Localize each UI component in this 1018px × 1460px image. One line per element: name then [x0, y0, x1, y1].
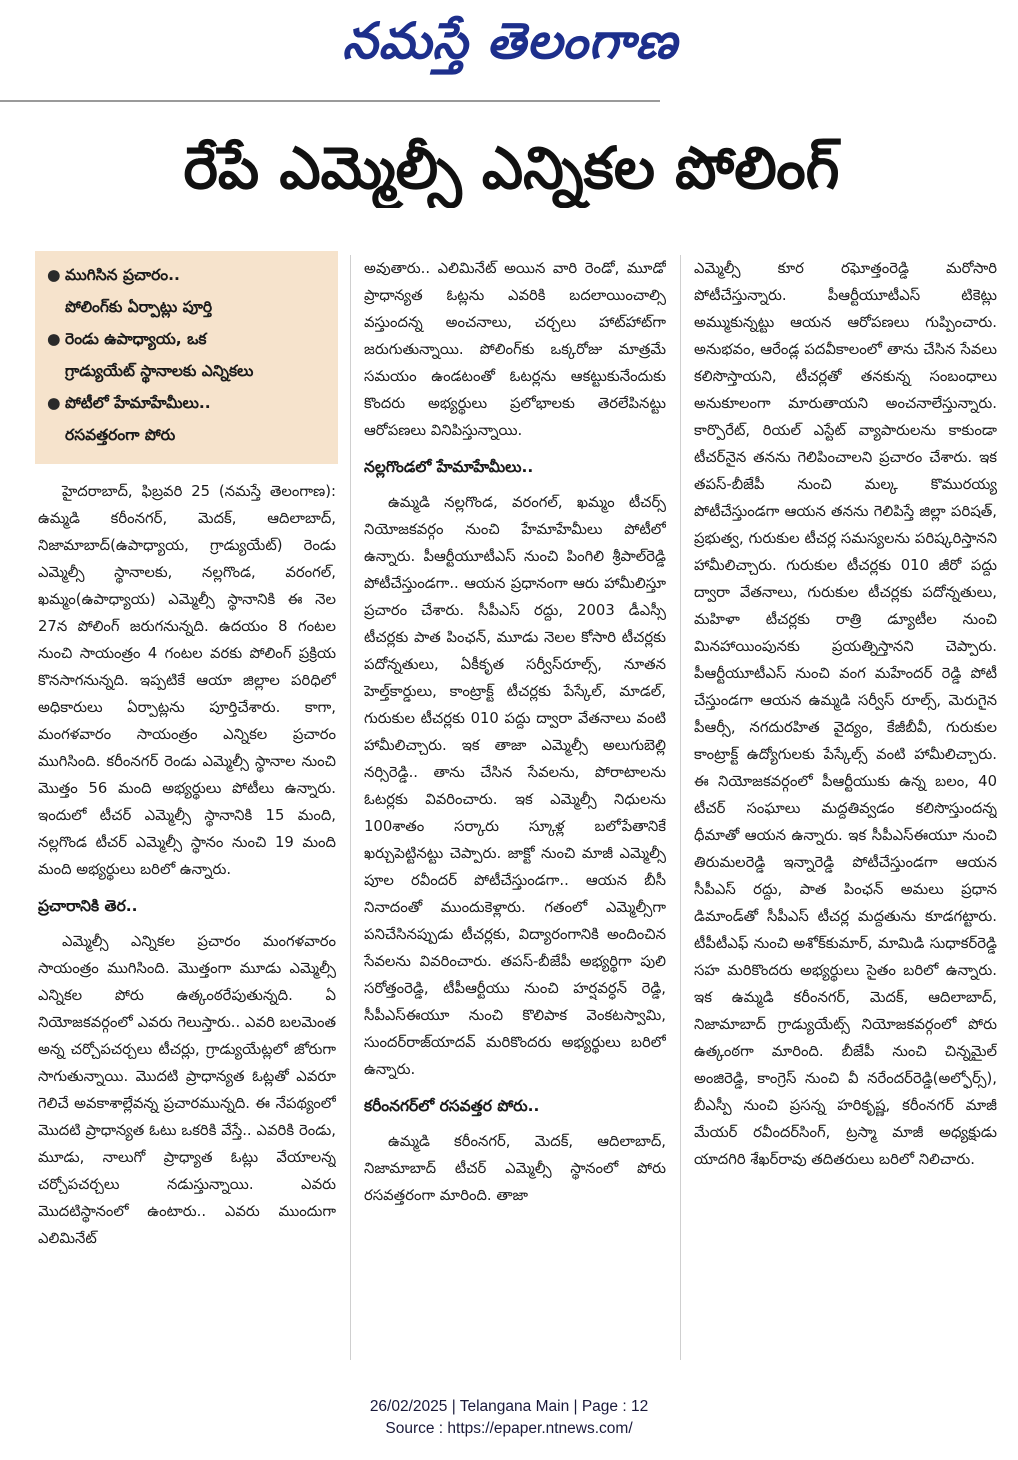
highlight-line: ● రెండు ఉపాధ్యాయ, ఒక: [43, 323, 332, 355]
body-paragraph: ఉమ్మడి నల్లగొండ, వరంగల్, ఖమ్మం టీచర్స్ నియోజకవర్గం నుంచి హేమాహేమీలు పోటీలో ఉన్నారు. పీఆర్టీయూటీఎస్ నుంచి పింగిలి శ్రీపాల్‌రెడ్డి పోటీచేస్తుండగా.. ఆయన ప్రధానంగా ఆరు హామీలిస్తూ ప్రచారం చేశారు. సీపీఎస్ రద్దు, 2003 డీఎస్సీ టీచర్లకు పాత పింఛన్, మూడు నెలల కోసారి టీచర్లకు పదోన్నతులు, ఏకీకృత సర్వీస్‌రూల్స్, నూతన హెల్త్‌కార్డులు, కాంట్రాక్ట్ టీచర్లకు పేస్కేల్, మాడల్, గురుకుల టీచర్లకు 010 పద్దు ద్వారా వేతనాలు వంటి హామీలిచ్చారు. ఇక తాజా ఎమ్మెల్సీ అలుగుబెల్లి నర్సిరెడ్డి.. తాను చేసిన సేవలను, పోరాటాలను ఓటర్లకు వివరించారు. ఇక ఎమ్మెల్సీ నిధులను 100శాతం సర్కారు స్కూళ్ల బలోపేతానికే ఖర్చుపెట్టినట్టు చెప్పారు. జాక్టో నుంచి మాజీ ఎమ్మెల్సీ పూల రవీందర్ పోటీచేస్తుండగా.. ఆయన బీసీ నినాదంతో ముందుకెళ్లారు. గతంలో ఎమ్మెల్సీగా పనిచేసినప్పుడు టీచర్లకు, విద్యారంగానికి అందించిన సేవలను వివరించారు. తపస్-బీజేపీ అభ్యర్థిగా పులి సరోత్తంరెడ్డి, టీపీఆర్టీయు నుంచి హర్షవర్ధన్ రెడ్డి, సీపీఎస్‌ఈయూ నుంచి కొలిపాక వెంకటస్వామి, సుందర్‌రాజ్‌యాదవ్ మరికొందరు అభ్యర్థులు బరిలో ఉన్నారు.: [364, 494, 666, 1078]
body-paragraph: ఎమ్మెల్సీ ఎన్నికల ప్రచారం మంగళవారం సాయంత్రం ముగిసింది. మొత్తంగా మూడు ఎమ్మెల్సీ ఎన్నికల పోరు ఉత్కంఠరేపుతున్నది. ఏ నియోజకవర్గంలో ఎవరు గెలుస్తారు.. ఎవరి బలమెంత అన్న చర్చోపచర్చలు టీచర్లు, గ్రాడ్యుయేట్లలో జోరుగా సాగుతున్నాయి. మొదటి ప్రాధాన్యత ఓట్లతో ఎవరూ గెలిచే అవకాశాల్లేవన్న ప్రచారమున్నది. ఈ నేపథ్యంలో మొదటి ప్రాధాన్యత ఓటు ఒకరికి వేస్తే.. ఎవరికి రెండు, మూడు, నాలుగో ప్రాధ్యాత ఓట్లు వేయాలన్న చర్చోపచర్చలు నడుస్తున్నాయి. ఎవరు మొదటిస్థానంలో ఉంటారు.. ఎవరు ముందుగా ఎలిమినేట్: [38, 933, 336, 1247]
article-column-1: [38, 478, 336, 1363]
newspaper-logo: నమస్తే తెలంగాణ: [342, 11, 678, 70]
subheading: కరీంనగర్‌లో రసవత్తర పోరు..: [364, 1097, 540, 1115]
highlights-box: [35, 251, 338, 464]
subheading: నల్లగొండలో హేమాహేమీలు..: [364, 458, 534, 476]
article-column-2: [364, 255, 666, 1363]
edition-info: 26/02/2025 | Telangana Main | Page : 12: [369, 1398, 649, 1415]
masthead-rule: [0, 100, 660, 102]
bullet-icon: ●: [47, 330, 61, 348]
source-link[interactable]: Source : https://epaper.ntnews.com/: [385, 1420, 633, 1437]
column-divider: [350, 255, 351, 1360]
column-divider: [680, 255, 681, 1360]
body-paragraph: ఎమ్మెల్సీ కూర రఘోత్తంరెడ్డి మరోసారి పోటీచేస్తున్నారు. పీఆర్టీయూటీఎస్ టికెట్లు అమ్ముకున్నట్టు ఆయన ఆరోపణలు గుప్పించారు. అనుభవం, ఆరేండ్ల పదవీకాలంలో తాను చేసిన సేవలు కలిసొస్తాయని, టీచర్లతో తనకున్న సంబంధాలు అనుకూలంగా మారుతాయని అంచనాలేస్తున్నారు. కార్పొరేట్, రియల్ ఎస్టేట్ వ్యాపారులను కాకుండా టీచర్‌నైన తనను గెలిపించాలని ప్రచారం చేశారు. ఇక తపస్-బీజేపీ నుంచి మల్క కొమురయ్య పోటీచేస్తుండగా ఆయన తనను గెలిపిస్తే జిల్లా పరిషత్, ప్రభుత్వ, గురుకుల టీచర్ల సమస్యలను పరిష్కరిస్తానని హామీలిచ్చారు. గురుకుల టీచర్లకు 010 జీరో పద్దు ద్వారా వేతనాలు, గురుకుల టీచర్లకు పదోన్నతులు, మహిళా టీచర్లకు రాత్రి డ్యూటీల నుంచి మినహాయింపునకు ప్రయత్నిస్తానని చెప్పారు. పీఆర్టీయూటీఎస్ నుంచి వంగ మహేందర్ రెడ్డి పోటీ చేస్తుండగా ఆయన ఉమ్మడి సర్వీస్ రూల్స్, మెరుగైన పీఆర్సీ, నగదురహిత వైద్యం, కేజీబీవీ, గురుకుల కాంట్రాక్ట్ ఉద్యోగులకు పేస్కేల్స్ వంటి హామీలిచ్చారు. ఈ నియోజకవర్గంలో పీఆర్టీయుకు ఉన్న బలం, 40 టీచర్ సంఘాలు మద్దతివ్వడం కలిసొస్తుందన్న ధీమాతో ఆయన ఉన్నారు. ఇక సీపీఎస్‌ఈయూ నుంచి తిరుమలరెడ్డి ఇన్నారెడ్డి పోటీచేస్తుండగా ఆయన సీపీఎస్ రద్దు, పాత పింఛన్ అమలు ప్రధాన డిమాండ్‌తో సీపీఎస్ టీచర్ల మద్దతును కూడగట్టారు. టీపీటీఎఫ్ నుంచి అశోక్‌కుమార్, మామిడి సుధాకర్‌రెడ్డి సహ మరికొందరు అభ్యర్థులు సైతం బరిలో ఉన్నారు. ఇక ఉమ్మడి కరీంనగర్, మెదక్, ఆదిలాబాద్, నిజామాబాద్ గ్రాడ్యుయేట్స్ నియోజకవర్గంలో పోరు ఉత్కంఠగా మారింది. బీజేపీ నుంచి చిన్నమైల్ అంజిరెడ్డి, కాంగ్రెస్ నుంచి వీ నరేందర్‌రెడ్డి(అల్ఫోర్స్), బీఎస్పీ నుంచి ప్రసన్న హరికృష్ణ, కరీంనగర్ మాజీ మేయర్ రవీందర్‌సింగ్, ట్రస్మా మాజీ అధ్యక్షుడు యాదగిరి శేఖర్‌రావు తదితరులు బరిలో నిలిచారు.: [694, 260, 997, 1168]
intro-paragraph: హైదరాబాద్, ఫిబ్రవరి 25 (నమస్తే తెలంగాణ): ఉమ్మడి కరీంనగర్, మెదక్, ఆదిలాబాద్, నిజామాబాద్(ఉపాధ్యాయ, గ్రాడ్యుయేట్) రెండు ఎమ్మెల్సీ స్థానాలకు, నల్లగొండ, వరంగల్, ఖమ్మం(ఉపాధ్యాయ) ఎమ్మెల్సీ స్థానానికి ఈ నెల 27న పోలింగ్ జరుగనున్నది. ఉదయం 8 గంటల నుంచి సాయంత్రం 4 గంటల వరకు పోలింగ్ ప్రక్రియ కొనసాగనున్నది. ఇప్పటికే ఆయా జిల్లాల పరిధిలో అధికారులు ఏర్పాట్లను పూర్తిచేశారు. కాగా, మంగళవారం సాయంత్రం ఎన్నికల ప్రచారం ముగిసింది. కరీంనగర్ రెండు ఎమ్మెల్సీ స్థానాల నుంచి మొత్తం 56 మంది అభ్యర్థులు పోటీలు ఉన్నారు. ఇందులో టీచర్ ఎమ్మెల్సీ స్థానానికి 15 మంది, నల్లగొండ టీచర్ ఎమ్మెల్సీ స్థానం నుంచి 19 మంది మంది అభ్యర్థులు బరిలో ఉన్నారు.: [38, 483, 336, 878]
highlight-line: ● ముగిసిన ప్రచారం..: [43, 259, 332, 291]
article-headline: రేపే ఎమ్మెల్సీ ఎన్నికల పోలింగ్: [183, 134, 840, 202]
bullet-icon: ●: [47, 394, 61, 412]
body-paragraph: ఉమ్మడి కరీంనగర్, మెదక్, ఆదిలాబాద్, నిజామాబాద్ టీచర్ ఎమ్మెల్సీ స్థానంలో పోరు రసవత్తరంగా మారింది. తాజా: [364, 1133, 666, 1204]
highlight-line: రసవత్తరంగా పోరు: [65, 426, 176, 444]
highlight-line: పోలింగ్‌కు ఏర్పాట్లు పూర్తి: [65, 298, 213, 316]
body-paragraph: అవుతారు.. ఎలిమినేట్ అయిన వారి రెండో, మూడో ప్రాధాన్యత ఓట్లను ఎవరికి బదలాయించాల్సి వస్తుందన్న అంచనాలు, చర్చలు హాట్‌హాట్‌గా జరుగుతున్నాయి. పోలింగ్‌కు ఒక్కరోజు మాత్రమే సమయం ఉండటంతో ఓటర్లను ఆకట్టుకునేందుకు కొందరు అభ్యర్థులు ప్రలోభాలకు తెరలేపినట్టు ఆరోపణలు వినిపిస్తున్నాయి.: [364, 260, 666, 439]
subheading: ప్రచారానికి తెర..: [38, 897, 138, 915]
page-footer: [0, 1396, 1018, 1440]
highlight-line: గ్రాడ్యుయేట్ స్థానాలకు ఎన్నికలు: [65, 362, 254, 380]
article-column-3: [694, 255, 997, 1363]
highlight-line: ● పోటీలో హేమాహేమీలు..: [43, 387, 332, 419]
masthead: [0, 0, 1018, 100]
bullet-icon: ●: [47, 266, 61, 284]
